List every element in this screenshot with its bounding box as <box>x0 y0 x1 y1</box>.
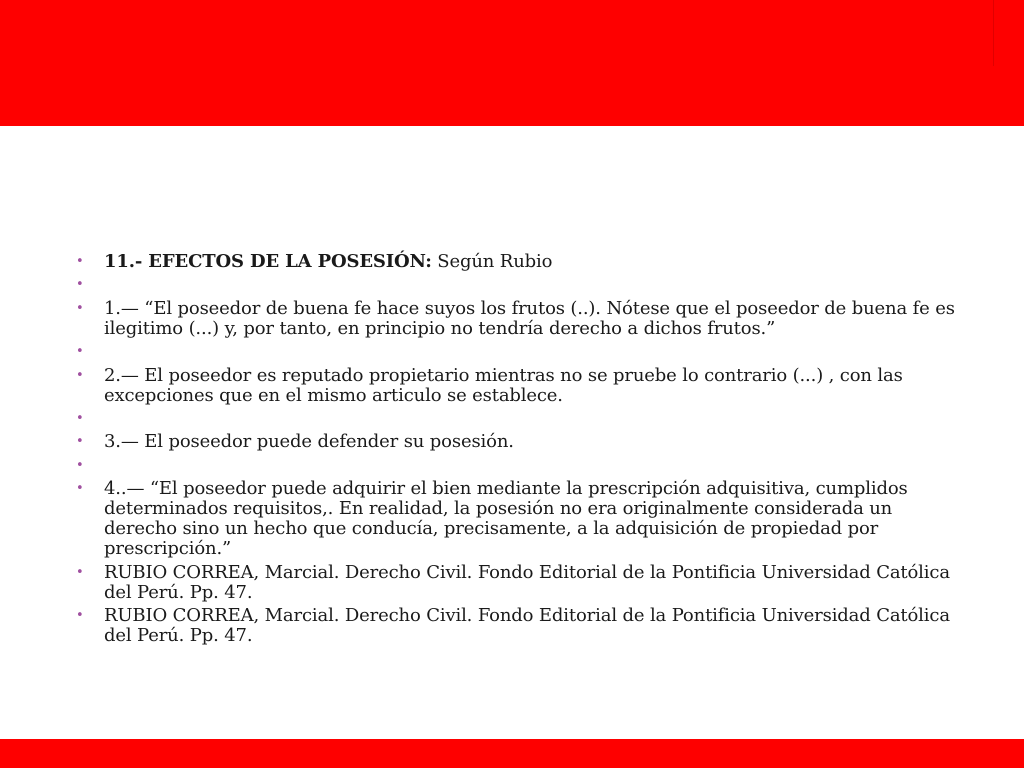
list-item <box>76 432 966 452</box>
bullet-icon: • <box>76 481 84 497</box>
bullet-icon: • <box>76 410 84 426</box>
item-text: Según Rubio <box>431 251 553 272</box>
slide-content <box>76 252 966 649</box>
list-item <box>76 252 966 272</box>
bullet-icon: • <box>76 457 84 473</box>
list-item <box>76 409 966 429</box>
bullet-list <box>76 252 966 646</box>
item-text: 1.— “El poseedor de buena fe hace suyos los frutos (..). Nótese que el poseedor de buena fe es ilegitimo (...) y, por tanto, en principio no tendría derecho a dichos frutos.” <box>104 297 955 339</box>
bullet-icon: • <box>76 277 84 293</box>
list-item <box>76 366 966 406</box>
list-item <box>76 456 966 476</box>
bullet-icon: • <box>76 344 84 360</box>
bullet-icon: • <box>76 254 84 269</box>
citation-text: RUBIO CORREA, Marcial. Derecho Civil. Fondo Editorial de la Pontificia Universidad Católica del Perú. Pp. 47. <box>104 561 950 603</box>
top-band-divider <box>993 0 994 66</box>
item-text: 3.— El poseedor puede defender su posesión. <box>104 431 514 453</box>
list-item <box>76 275 966 295</box>
list-item <box>76 299 966 339</box>
heading-text: 11.- EFECTOS DE LA POSESIÓN: <box>104 251 432 272</box>
bullet-icon: • <box>76 300 84 316</box>
bottom-red-band <box>0 739 1024 768</box>
list-item <box>76 606 966 646</box>
item-text: 4..— “El poseedor puede adquirir el bien mediante la prescripción adquisitiva, cumplidos determinados requisitos,. En realidad, la posesión no era originalmente considerada un derecho sino un hecho que conducía, precisamente, a la adquisición de propiedad por prescripción.” <box>104 478 908 560</box>
citation-text: RUBIO CORREA, Marcial. Derecho Civil. Fondo Editorial de la Pontificia Universidad Católica del Perú. Pp. 47. <box>104 604 950 646</box>
top-red-band <box>0 0 1024 126</box>
list-item <box>76 479 966 559</box>
bullet-icon: • <box>76 564 84 580</box>
bullet-icon: • <box>76 434 84 450</box>
bullet-icon: • <box>76 607 84 623</box>
bullet-icon: • <box>76 367 84 383</box>
list-item <box>76 342 966 362</box>
list-item <box>76 563 966 603</box>
item-text: 2.— El poseedor es reputado propietario mientras no se pruebe lo contrario (...) , con las excepciones que en el mismo articulo se establece. <box>104 364 903 406</box>
